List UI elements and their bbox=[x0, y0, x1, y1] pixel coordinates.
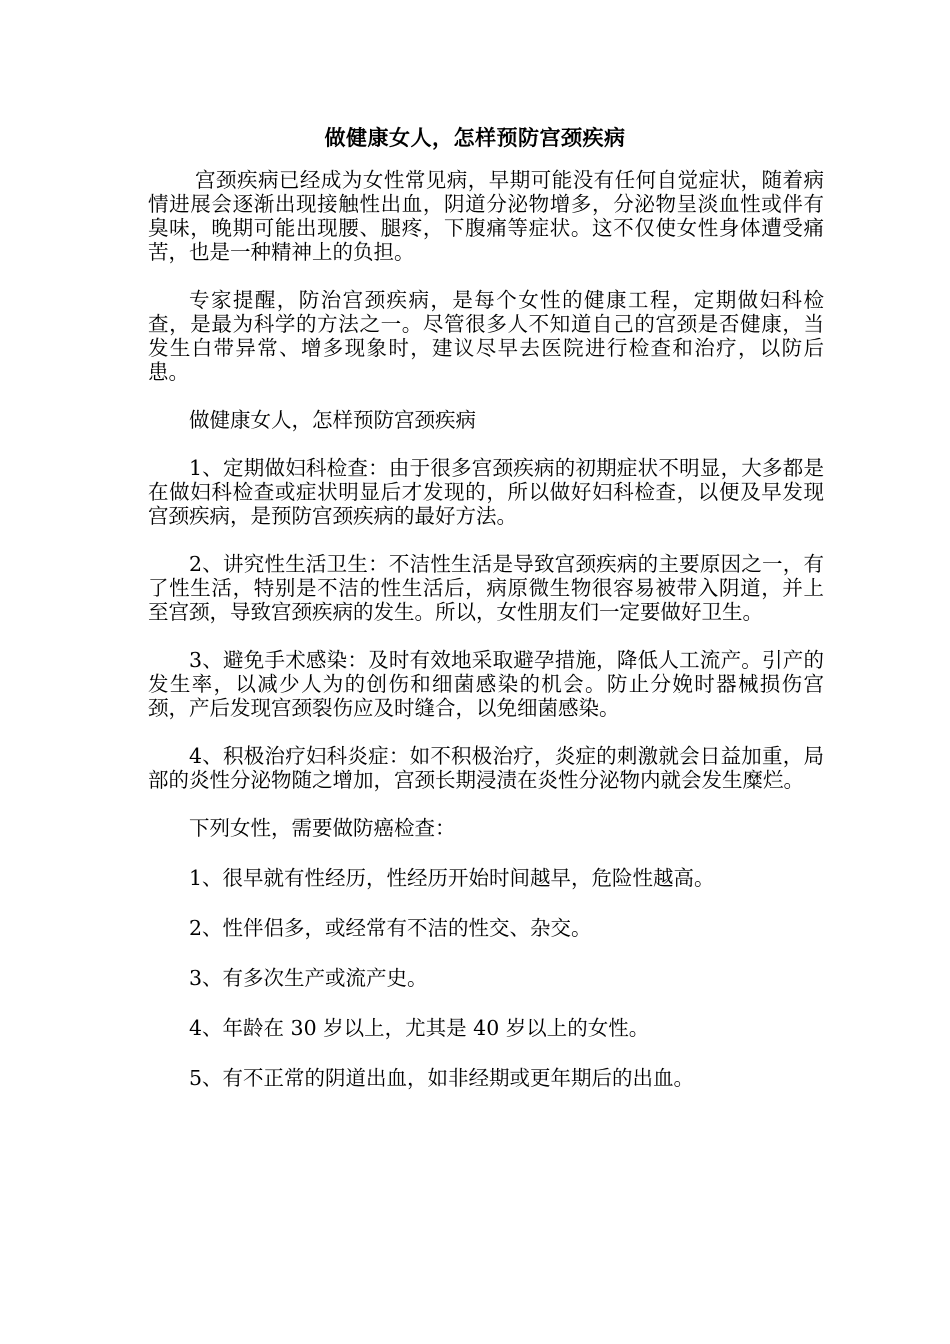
paragraph-tip-4: 4、积极治疗妇科炎症：如不积极治疗，炎症的刺激就会日益加重，局部的炎性分泌物随之增加，宫颈长期浸渍在炎性分泌物内就会发生糜烂。 bbox=[148, 744, 824, 792]
list-item: 2、性伴侣多，或经常有不洁的性交、杂交。 bbox=[189, 916, 592, 940]
paragraph-tip-1: 1、定期做妇科检查：由于很多宫颈疾病的初期症状不明显，大多都是在做妇科检查或症状明显后才发现的，所以做好妇科检查，以便及早发现宫颈疾病，是预防宫颈疾病的最好方法。 bbox=[148, 456, 824, 528]
list-item: 4、年龄在 30 岁以上，尤其是 40 岁以上的女性。 bbox=[189, 1016, 650, 1040]
paragraph-screening-intro: 下列女性，需要做防癌检查： bbox=[189, 816, 456, 840]
document-body bbox=[148, 168, 824, 1116]
paragraph-tip-2: 2、讲究性生活卫生：不洁性生活是导致宫颈疾病的主要原因之一，有了性生活，特别是不洁的性生活后，病原微生物很容易被带入阴道，并上至宫颈，导致宫颈疾病的发生。所以，女性朋友们一定要做好卫生。 bbox=[148, 552, 824, 624]
paragraph-expert-advice: 专家提醒，防治宫颈疾病，是每个女性的健康工程，定期做妇科检查，是最为科学的方法之一。尽管很多人不知道自己的宫颈是否健康，当发生白带异常、增多现象时，建议尽早去医院进行检查和治疗，以防后患。 bbox=[148, 288, 824, 384]
list-item: 1、很早就有性经历，性经历开始时间越早，危险性越高。 bbox=[189, 866, 715, 890]
paragraph-tip-3: 3、避免手术感染：及时有效地采取避孕措施，降低人工流产。引产的发生率，以减少人为的创伤和细菌感染的机会。防止分娩时器械损伤宫颈，产后发现宫颈裂伤应及时缝合，以免细菌感染。 bbox=[148, 648, 824, 720]
paragraph-intro: 宫颈疾病已经成为女性常见病，早期可能没有任何自觉症状，随着病情进展会逐渐出现接触性出血，阴道分泌物增多，分泌物呈淡血性或伴有臭味，晚期可能出现腰、腿疼，下腹痛等症状。这不仅使女性身体遭受痛苦，也是一种精神上的负担。 bbox=[148, 168, 824, 264]
section-heading: 做健康女人，怎样预防宫颈疾病 bbox=[189, 408, 476, 432]
document-title: 做健康女人，怎样预防宫颈疾病 bbox=[324, 125, 626, 150]
list-item: 5、有不正常的阴道出血，如非经期或更年期后的出血。 bbox=[189, 1066, 695, 1090]
list-item: 3、有多次生产或流产史。 bbox=[189, 966, 428, 990]
